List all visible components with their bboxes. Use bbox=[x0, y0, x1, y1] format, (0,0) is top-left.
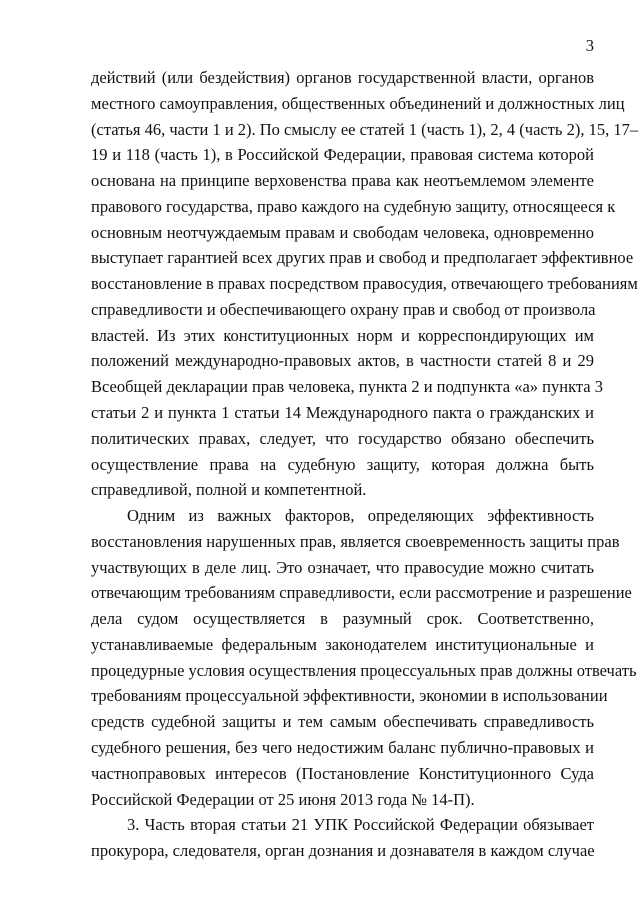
text-line: положений международно-правовых актов, в частности статей 8 и 29 bbox=[91, 351, 594, 371]
text-line: восстановление в правах посредством правосудия, отвечающего требованиям bbox=[91, 274, 638, 294]
text-line: участвующих в деле лиц. Это означает, что правосудие можно считать bbox=[91, 557, 594, 577]
text-line: отвечающим требованиям справедливости, если рассмотрение и разрешение bbox=[91, 583, 632, 603]
text-line: статьи 2 и пункта 1 статьи 14 Международного пакта о гражданских и bbox=[91, 403, 594, 422]
text-line: частноправовых интересов (Постановление Конституционного Суда bbox=[91, 763, 594, 783]
text-line: 19 и 118 (часть 1), в Российской Федерации, правовая система которой bbox=[91, 145, 594, 165]
text-line: судебного решения, без чего недостижим баланс публично-правовых и bbox=[91, 738, 594, 758]
text-line: дела судом осуществляется в разумный срок. Соответственно, bbox=[91, 609, 594, 629]
text-line: осуществление права на судебную защиту, которая должна быть bbox=[91, 454, 594, 474]
text-line: основана на принципе верховенства права как неотъемлемом элементе bbox=[91, 171, 594, 191]
text-line: выступает гарантией всех других прав и свобод и предполагает эффективное bbox=[91, 248, 634, 268]
text-line: Одним из важных факторов, определяющих эффективность bbox=[127, 506, 594, 526]
text-line: действий (или бездействия) органов государственной власти, органов bbox=[91, 68, 594, 87]
text-line: процедурные условия осуществления процессуальных прав должны отвечать bbox=[91, 660, 637, 680]
text-line: 3. Часть вторая статьи 21 УПК Российской Федерации обязывает bbox=[127, 815, 594, 835]
text-line: требованиям процессуальной эффективности, экономии в использовании bbox=[91, 686, 608, 706]
text-line: восстановления нарушенных прав, является своевременность защиты прав bbox=[91, 531, 620, 551]
text-line: правового государства, право каждого на судебную защиту, относящееся к bbox=[91, 196, 616, 216]
text-line: местного самоуправления, общественных объединений и должностных лиц bbox=[91, 93, 625, 113]
text-line: справедливости и обеспечивающего охрану прав и свобод от произвола bbox=[91, 299, 596, 319]
text-line: Российской Федерации от 25 июня 2013 года № 14-П). bbox=[91, 789, 475, 809]
text-line: Всеобщей декларации прав человека, пункта 2 и подпункта «а» пункта 3 bbox=[91, 377, 603, 397]
text-line: властей. Из этих конституционных норм и корреспондирующих им bbox=[91, 325, 594, 345]
text-line: прокурора, следователя, орган дознания и дознавателя в каждом случае bbox=[91, 841, 595, 861]
text-line: политических правах, следует, что государство обязано обеспечить bbox=[91, 428, 594, 448]
text-line: устанавливаемые федеральным законодателем институциональные и bbox=[91, 634, 594, 654]
text-line: (статья 46, части 1 и 2). По смыслу ее статей 1 (часть 1), 2, 4 (часть 2), 15, 17– bbox=[91, 119, 639, 139]
text-line: справедливой, полной и компетентной. bbox=[91, 480, 367, 500]
text-line: основным неотчуждаемым правам и свободам человека, одновременно bbox=[91, 222, 594, 242]
page-number: 3 bbox=[585, 36, 594, 55]
text-line: средств судебной защиты и тем самым обеспечивать справедливость bbox=[91, 712, 594, 732]
